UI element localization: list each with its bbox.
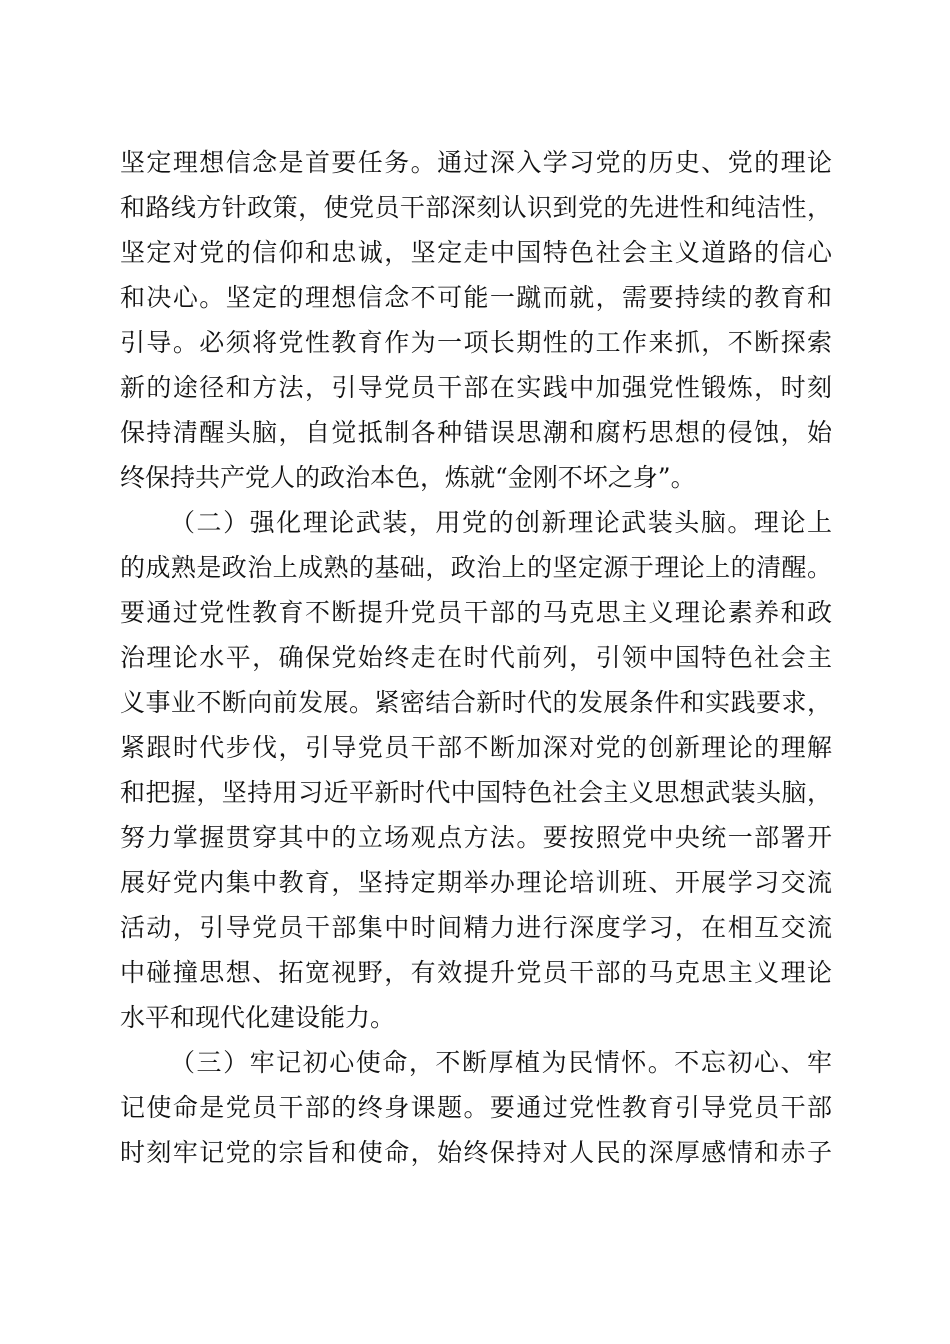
text-line: 的成熟是政治上成熟的基础，政治上的坚定源于理论上的清醒。: [120, 553, 832, 582]
text-line: 中碰撞思想、拓宽视野，有效提升党员干部的马克思主义理论: [120, 958, 832, 987]
text-line: 引导。必须将党性教育作为一项长期性的工作来抓，不断探索: [120, 328, 832, 357]
text-line: 坚定对党的信仰和忠诚，坚定走中国特色社会主义道路的信心: [120, 238, 832, 267]
text-line: 时刻牢记党的宗旨和使命，始终保持对人民的深厚感情和赤子: [120, 1138, 832, 1167]
text-line: 和决心。坚定的理想信念不可能一蹴而就，需要持续的教育和: [120, 283, 832, 312]
text-line: 和路线方针政策，使党员干部深刻认识到党的先进性和纯洁性，: [120, 193, 832, 222]
text-line: 新的途径和方法，引导党员干部在实践中加强党性锻炼，时刻: [120, 373, 832, 402]
section-heading-line: （三）牢记初心使命，不断厚植为民情怀。不忘初心、牢: [170, 1048, 832, 1077]
text-line: 水平和现代化建设能力。: [120, 1003, 396, 1032]
text-line: 保持清醒头脑，自觉抵制各种错误思潮和腐朽思想的侵蚀，始: [120, 418, 832, 447]
text-line: 展好党内集中教育，坚持定期举办理论培训班、开展学习交流: [120, 868, 832, 897]
text-line: 坚定理想信念是首要任务。通过深入学习党的历史、党的理论: [120, 148, 832, 177]
text-line: 义事业不断向前发展。紧密结合新时代的发展条件和实践要求，: [120, 688, 832, 717]
text-line: 终保持共产党人的政治本色，炼就“金刚不坏之身”。: [120, 463, 696, 492]
section-heading-line: （二）强化理论武装，用党的创新理论武装头脑。理论上: [170, 508, 832, 537]
text-line: 活动，引导党员干部集中时间精力进行深度学习，在相互交流: [120, 913, 832, 942]
text-line: 努力掌握贯穿其中的立场观点方法。要按照党中央统一部署开: [120, 823, 832, 852]
text-line: 治理论水平，确保党始终走在时代前列，引领中国特色社会主: [120, 643, 832, 672]
text-line: 记使命是党员干部的终身课题。要通过党性教育引导党员干部: [120, 1093, 832, 1122]
text-line: 紧跟时代步伐，引导党员干部不断加深对党的创新理论的理解: [120, 733, 832, 762]
text-line: 和把握，坚持用习近平新时代中国特色社会主义思想武装头脑，: [120, 778, 832, 807]
text-line: 要通过党性教育不断提升党员干部的马克思主义理论素养和政: [120, 598, 832, 627]
